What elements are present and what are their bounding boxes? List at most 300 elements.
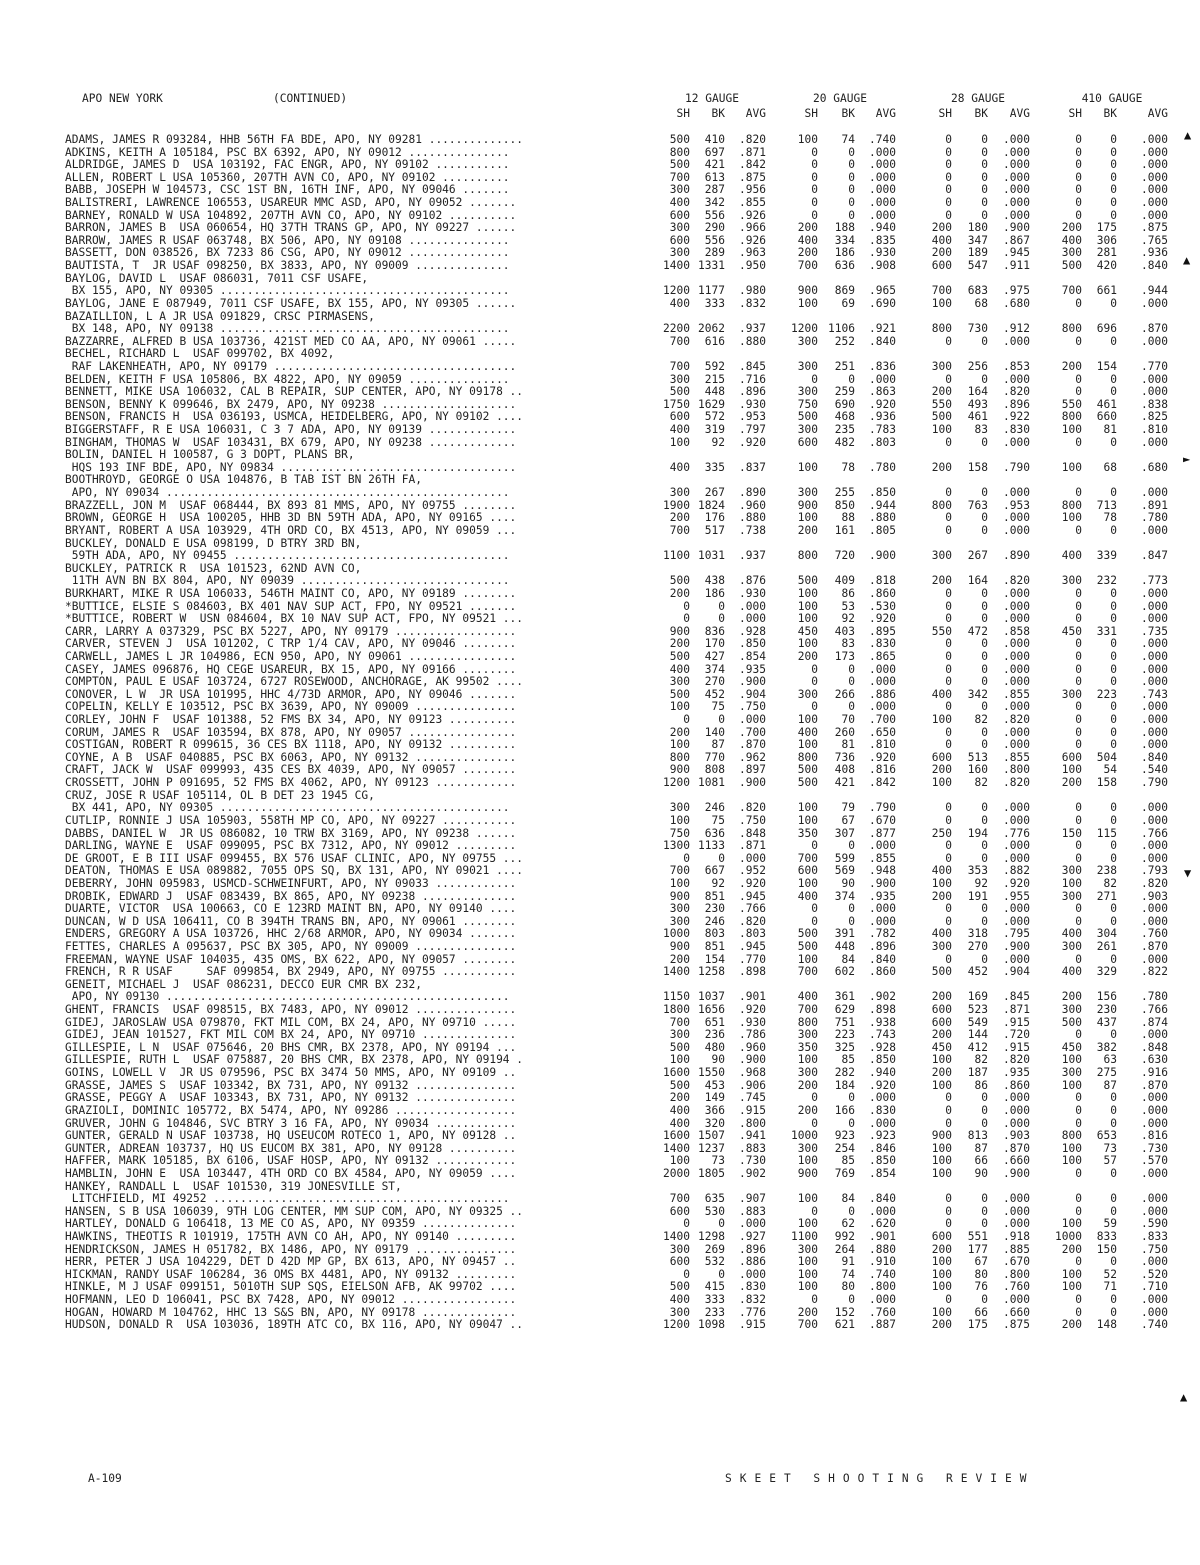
score-cell-sh: 0 bbox=[1075, 1305, 1082, 1319]
score-cell-sh: 0 bbox=[811, 839, 818, 853]
score-cell-bk: 66 bbox=[974, 1305, 988, 1319]
score-cell-bk: 0 bbox=[981, 649, 988, 663]
score-cell-sh: 500 bbox=[797, 927, 818, 941]
score-cell-avg: .948 bbox=[869, 864, 896, 878]
score-cells bbox=[655, 966, 1170, 979]
score-cell-sh: 100 bbox=[931, 1267, 952, 1281]
column-header-sh: SH bbox=[1068, 107, 1082, 120]
score-cell-sh: 0 bbox=[945, 1103, 952, 1117]
score-cell-sh: 0 bbox=[1075, 599, 1082, 613]
score-cells bbox=[655, 601, 1170, 614]
score-cell-avg: .000 bbox=[1141, 1028, 1168, 1042]
score-cell-avg: .000 bbox=[1141, 586, 1168, 600]
score-cell-avg: .000 bbox=[1003, 1116, 1030, 1130]
score-cell-avg: .770 bbox=[739, 952, 766, 966]
score-cell-sh: 400 bbox=[669, 1293, 690, 1307]
score-cell-avg: .820 bbox=[1003, 713, 1030, 727]
score-cell-sh: 1200 bbox=[663, 1318, 690, 1332]
score-cell-sh: 300 bbox=[669, 1305, 690, 1319]
score-cell-avg: .000 bbox=[1003, 813, 1030, 827]
score-cell-avg: .855 bbox=[1003, 687, 1030, 701]
score-cell-avg: .896 bbox=[739, 1242, 766, 1256]
score-cell-bk: 0 bbox=[981, 599, 988, 613]
score-cell-avg: .790 bbox=[869, 801, 896, 815]
score-cells bbox=[655, 575, 1170, 588]
score-cell-sh: 1400 bbox=[663, 965, 690, 979]
score-cell-sh: 200 bbox=[931, 1318, 952, 1332]
score-cell-avg: .735 bbox=[1141, 624, 1168, 638]
member-entry: ALLEN, ROBERT L USA 105360, 207TH AVN CO, APO, NY 09102 .......... bbox=[65, 171, 510, 184]
score-cell-avg: .955 bbox=[1003, 889, 1030, 903]
score-cell-bk: 0 bbox=[981, 902, 988, 916]
member-entry: BURKHART, MIKE R USA 106033, 546TH MAINT CO, APO, NY 09189 ........ bbox=[65, 587, 517, 600]
score-cell-sh: 200 bbox=[797, 649, 818, 663]
member-entry: DE GROOT, E B III USAF 099455, BX 576 USAF CLINIC, APO, NY 09755 ... bbox=[65, 852, 524, 865]
score-cell-sh: 800 bbox=[669, 750, 690, 764]
member-entry: HAMBLIN, JOHN E USA 103447, 4TH ORD CO BX 4584, APO, NY 09059 .... bbox=[65, 1167, 517, 1180]
score-cell-sh: 900 bbox=[669, 624, 690, 638]
column-header-sh: SH bbox=[804, 107, 818, 120]
score-cells bbox=[655, 954, 1170, 967]
score-cell-sh: 800 bbox=[931, 322, 952, 336]
score-cell-sh: 200 bbox=[797, 1305, 818, 1319]
score-cell-sh: 100 bbox=[931, 1078, 952, 1092]
score-cell-avg: .842 bbox=[869, 776, 896, 790]
score-cell-sh: 300 bbox=[797, 1141, 818, 1155]
score-cell-sh: 0 bbox=[1075, 183, 1082, 197]
score-cell-sh: 0 bbox=[811, 1204, 818, 1218]
score-cell-avg: .860 bbox=[869, 965, 896, 979]
score-cell-avg: .836 bbox=[869, 359, 896, 373]
member-listing bbox=[65, 134, 1170, 1332]
member-entry: DUARTE, VICTOR USA 100663, CO E 123RD MAINT BN, APO, NY 09140 .... bbox=[65, 903, 517, 916]
score-cell-sh: 100 bbox=[797, 713, 818, 727]
member-entry: COPELIN, KELLY E 103512, PSC BX 3639, APO, NY 09009 ............... bbox=[65, 701, 517, 714]
score-cell-sh: 0 bbox=[1075, 713, 1082, 727]
score-cells bbox=[655, 727, 1170, 740]
table-row bbox=[65, 1067, 1170, 1080]
member-entry: BENSON, FRANCIS H USA 036193, USMCA, HEIDELBERG, APO, NY 09102 .... bbox=[65, 411, 524, 424]
score-cells bbox=[655, 525, 1170, 538]
score-cell-avg: .000 bbox=[1141, 599, 1168, 613]
score-cell-bk: 270 bbox=[967, 940, 988, 953]
member-entry: ADAMS, JAMES R 093284, HHB 56TH FA BDE, APO, NY 09281 .............. bbox=[65, 134, 524, 146]
score-cell-avg: .000 bbox=[1141, 637, 1168, 651]
score-cells bbox=[655, 764, 1170, 777]
score-cell-avg: .000 bbox=[869, 372, 896, 386]
score-cell-sh: 1600 bbox=[663, 1066, 690, 1080]
score-cell-bk: 148 bbox=[1096, 1318, 1117, 1332]
member-entry: GILLESPIE, RUTH L USAF 075887, 20 BHS CMR, BX 2378, APO, NY 09194 . bbox=[65, 1054, 524, 1067]
score-cell-bk: 347 bbox=[967, 233, 988, 247]
table-row bbox=[65, 336, 1170, 349]
member-entry: CUTLIP, RONNIE J USA 105903, 558TH MP CO, APO, NY 09227 ........... bbox=[65, 814, 517, 827]
score-cell-bk: 331 bbox=[1096, 624, 1117, 638]
score-cells bbox=[655, 197, 1170, 210]
score-cell-bk: 850 bbox=[834, 498, 855, 512]
score-cell-avg: .818 bbox=[869, 574, 896, 588]
score-cell-sh: 0 bbox=[1075, 675, 1082, 689]
score-cells bbox=[655, 361, 1170, 374]
score-cell-bk: 599 bbox=[834, 851, 855, 865]
score-cell-sh: 100 bbox=[1061, 1078, 1082, 1092]
table-row bbox=[65, 651, 1170, 664]
score-cell-bk: 2062 bbox=[698, 322, 725, 336]
member-entry: CRUZ, JOSE R USAF 105114, OL B DET 23 1945 CG, bbox=[65, 789, 375, 802]
score-cells bbox=[655, 298, 1170, 311]
score-cell-avg: .937 bbox=[739, 549, 766, 563]
score-cell-avg: .000 bbox=[869, 196, 896, 210]
score-cell-sh: 700 bbox=[797, 851, 818, 865]
score-cell-sh: 200 bbox=[1061, 990, 1082, 1004]
score-cell-sh: 200 bbox=[931, 1066, 952, 1080]
score-cell-sh: 200 bbox=[669, 637, 690, 651]
score-cell-avg: .860 bbox=[1003, 1078, 1030, 1092]
table-row bbox=[65, 1004, 1170, 1017]
score-cell-sh: 0 bbox=[811, 158, 818, 172]
table-row bbox=[65, 676, 1170, 689]
score-cell-sh: 200 bbox=[797, 246, 818, 260]
score-cell-sh: 500 bbox=[797, 776, 818, 790]
score-cell-bk: 267 bbox=[704, 486, 725, 500]
score-cell-bk: 325 bbox=[834, 1040, 855, 1054]
score-cell-sh: 0 bbox=[945, 725, 952, 739]
score-cell-avg: .854 bbox=[869, 1166, 896, 1180]
score-cell-sh: 200 bbox=[931, 574, 952, 588]
score-cell-avg: .837 bbox=[739, 460, 766, 474]
score-cell-bk: 353 bbox=[967, 864, 988, 878]
score-cell-sh: 300 bbox=[1061, 574, 1082, 588]
table-row bbox=[65, 134, 1170, 147]
score-cell-avg: .000 bbox=[1003, 637, 1030, 651]
score-cell-avg: .670 bbox=[869, 813, 896, 827]
column-header-bk: BK bbox=[974, 107, 988, 120]
score-cell-bk: 532 bbox=[704, 1255, 725, 1269]
score-cell-sh: 700 bbox=[669, 864, 690, 878]
score-cell-avg: .870 bbox=[1141, 1078, 1168, 1092]
score-cell-bk: 0 bbox=[981, 851, 988, 865]
score-cell-bk: 0 bbox=[981, 145, 988, 159]
score-cell-bk: 0 bbox=[981, 952, 988, 966]
score-cells bbox=[655, 1244, 1170, 1257]
score-cell-bk: 720 bbox=[834, 549, 855, 563]
score-cell-avg: .874 bbox=[1141, 1015, 1168, 1029]
score-cell-sh: 100 bbox=[931, 423, 952, 437]
score-cell-avg: .000 bbox=[1003, 170, 1030, 184]
score-cell-bk: 415 bbox=[704, 1280, 725, 1294]
score-cells bbox=[655, 840, 1170, 853]
column-header-avg: AVG bbox=[1009, 107, 1030, 120]
score-cell-sh: 200 bbox=[797, 1103, 818, 1117]
score-cell-avg: .000 bbox=[1003, 1217, 1030, 1231]
score-cell-sh: 550 bbox=[931, 624, 952, 638]
score-cell-sh: 400 bbox=[1061, 927, 1082, 941]
score-cell-bk: 275 bbox=[1096, 1066, 1117, 1080]
score-cell-avg: .825 bbox=[1141, 410, 1168, 424]
score-cell-sh: 0 bbox=[945, 851, 952, 865]
table-row bbox=[65, 1256, 1170, 1269]
score-cells bbox=[655, 853, 1170, 866]
score-cell-sh: 300 bbox=[669, 221, 690, 235]
score-cell-bk: 517 bbox=[704, 523, 725, 537]
score-cells bbox=[655, 1256, 1170, 1269]
score-cell-bk: 547 bbox=[967, 259, 988, 273]
score-cell-avg: .901 bbox=[869, 1230, 896, 1244]
score-cell-sh: 500 bbox=[669, 1280, 690, 1294]
score-cell-sh: 100 bbox=[931, 1053, 952, 1067]
member-entry: ENDERS, GREGORY A USA 103726, HHC 2/68 ARMOR, APO, NY 09034 ....... bbox=[65, 928, 517, 941]
member-entry: HAWKINS, THEOTIS R 101919, 175TH AVN CO AH, APO, NY 09140 ......... bbox=[65, 1231, 517, 1244]
score-cell-avg: .941 bbox=[739, 1129, 766, 1143]
score-cell-bk: 80 bbox=[974, 1267, 988, 1281]
region-heading: APO NEW YORK bbox=[82, 92, 163, 105]
score-cell-sh: 100 bbox=[931, 776, 952, 790]
table-row bbox=[65, 159, 1170, 172]
score-cell-avg: .953 bbox=[739, 410, 766, 424]
score-cell-bk: 0 bbox=[1110, 435, 1117, 449]
score-cell-sh: 300 bbox=[931, 549, 952, 563]
score-cell-bk: 0 bbox=[981, 511, 988, 525]
score-cell-bk: 0 bbox=[1110, 612, 1117, 626]
score-cell-avg: .000 bbox=[1141, 1204, 1168, 1218]
score-cell-bk: 85 bbox=[841, 1053, 855, 1067]
score-cell-sh: 700 bbox=[669, 359, 690, 373]
score-cell-bk: 0 bbox=[848, 183, 855, 197]
score-cell-sh: 100 bbox=[669, 700, 690, 714]
score-cell-bk: 667 bbox=[704, 864, 725, 878]
score-cell-bk: 0 bbox=[1110, 713, 1117, 727]
score-cell-avg: .928 bbox=[739, 624, 766, 638]
member-entry: BALISTRERI, LAWRENCE 106553, USAREUR MMC ASD, APO, NY 09052 ....... bbox=[65, 197, 517, 210]
score-cell-sh: 0 bbox=[1075, 952, 1082, 966]
score-cells bbox=[655, 1294, 1170, 1307]
score-cell-sh: 0 bbox=[1075, 196, 1082, 210]
score-cell-sh: 0 bbox=[945, 1293, 952, 1307]
score-cell-sh: 300 bbox=[669, 1242, 690, 1256]
score-cell-bk: 307 bbox=[834, 826, 855, 840]
score-cell-avg: .840 bbox=[1141, 259, 1168, 273]
score-cell-bk: 421 bbox=[834, 776, 855, 790]
score-cell-bk: 230 bbox=[1096, 1003, 1117, 1017]
score-cells bbox=[655, 184, 1170, 197]
score-cell-sh: 100 bbox=[931, 1154, 952, 1168]
score-cell-avg: .883 bbox=[739, 1141, 766, 1155]
score-cell-avg: .800 bbox=[1003, 763, 1030, 777]
score-cell-avg: .000 bbox=[1141, 902, 1168, 916]
score-cell-avg: .930 bbox=[739, 1015, 766, 1029]
score-cell-avg: .906 bbox=[739, 1078, 766, 1092]
score-cell-sh: 200 bbox=[669, 952, 690, 966]
score-cell-avg: .780 bbox=[1141, 990, 1168, 1004]
table-row bbox=[65, 323, 1170, 336]
score-cell-avg: .920 bbox=[739, 1003, 766, 1017]
score-cell-sh: 0 bbox=[1075, 1255, 1082, 1269]
score-cell-avg: .000 bbox=[1003, 334, 1030, 348]
member-entry: HERR, PETER J USA 104229, DET D 42D MP GP, BX 613, APO, NY 09457 .. bbox=[65, 1256, 517, 1269]
score-cell-bk: 770 bbox=[704, 750, 725, 764]
score-cell-bk: 267 bbox=[967, 549, 988, 563]
score-cell-sh: 0 bbox=[683, 713, 690, 727]
score-cell-avg: .000 bbox=[1141, 851, 1168, 865]
member-entry: DROBIK, EDWARD J USAF 083439, BX 865, APO, NY 09238 .............. bbox=[65, 890, 517, 903]
score-cell-sh: 0 bbox=[945, 435, 952, 449]
score-cell-sh: 0 bbox=[945, 801, 952, 815]
score-cell-sh: 500 bbox=[669, 649, 690, 663]
score-cell-sh: 200 bbox=[1061, 1242, 1082, 1256]
score-cell-avg: .935 bbox=[869, 889, 896, 903]
score-cell-bk: 461 bbox=[967, 410, 988, 424]
score-cell-sh: 0 bbox=[1075, 902, 1082, 916]
score-cell-sh: 300 bbox=[1061, 940, 1082, 953]
score-cell-bk: 333 bbox=[704, 296, 725, 310]
score-cell-bk: 187 bbox=[967, 1066, 988, 1080]
score-cell-sh: 200 bbox=[931, 763, 952, 777]
score-cell-sh: 100 bbox=[797, 952, 818, 966]
score-cell-bk: 319 bbox=[704, 423, 725, 437]
score-cell-avg: .000 bbox=[1141, 1116, 1168, 1130]
score-cell-bk: 82 bbox=[974, 1053, 988, 1067]
score-cell-sh: 1100 bbox=[663, 549, 690, 563]
score-cell-bk: 549 bbox=[967, 1015, 988, 1029]
gauge-28-heading: 28 GAUGE bbox=[951, 92, 1005, 105]
score-cell-avg: .956 bbox=[739, 183, 766, 197]
score-cell-avg: .870 bbox=[1003, 1141, 1030, 1155]
member-entry: APO, NY 09130 ................................................... bbox=[65, 991, 510, 1004]
score-cell-bk: 0 bbox=[848, 145, 855, 159]
margin-mark: ► bbox=[1183, 452, 1191, 466]
table-row bbox=[65, 777, 1170, 790]
score-cell-sh: 100 bbox=[797, 586, 818, 600]
score-cell-sh: 0 bbox=[1075, 385, 1082, 399]
score-cell-bk: 304 bbox=[1096, 927, 1117, 941]
score-cell-bk: 438 bbox=[704, 574, 725, 588]
score-cell-avg: .760 bbox=[869, 1305, 896, 1319]
score-cell-sh: 0 bbox=[683, 599, 690, 613]
score-cell-bk: 90 bbox=[841, 876, 855, 890]
score-cells bbox=[655, 689, 1170, 702]
score-cell-avg: .000 bbox=[1003, 523, 1030, 537]
score-cell-avg: .858 bbox=[1003, 624, 1030, 638]
score-cell-bk: 73 bbox=[711, 1154, 725, 1168]
score-cell-sh: 0 bbox=[1075, 1293, 1082, 1307]
score-cells bbox=[655, 1130, 1170, 1143]
score-cell-sh: 100 bbox=[797, 637, 818, 651]
score-cell-avg: .810 bbox=[1141, 423, 1168, 437]
score-cell-bk: 154 bbox=[1096, 359, 1117, 373]
score-cells bbox=[655, 828, 1170, 841]
score-cell-bk: 170 bbox=[704, 637, 725, 651]
score-cell-bk: 342 bbox=[967, 687, 988, 701]
score-cell-sh: 300 bbox=[1061, 889, 1082, 903]
member-entry: GHENT, FRANCIS USAF 098515, BX 7483, APO, NY 09012 ............... bbox=[65, 1004, 517, 1017]
score-cell-sh: 100 bbox=[931, 1280, 952, 1294]
score-cell-sh: 0 bbox=[945, 372, 952, 386]
score-cell-sh: 1400 bbox=[663, 259, 690, 273]
score-cell-sh: 400 bbox=[797, 725, 818, 739]
score-cells bbox=[655, 222, 1170, 235]
score-cell-bk: 71 bbox=[1103, 1280, 1117, 1294]
score-cell-sh: 300 bbox=[669, 914, 690, 928]
score-cells bbox=[655, 664, 1170, 677]
score-cell-bk: 0 bbox=[981, 334, 988, 348]
score-cell-avg: .846 bbox=[869, 1141, 896, 1155]
score-cell-avg: .840 bbox=[1141, 750, 1168, 764]
score-cell-sh: 200 bbox=[797, 221, 818, 235]
score-cells bbox=[655, 374, 1170, 387]
score-cell-sh: 450 bbox=[1061, 624, 1082, 638]
score-cell-avg: .871 bbox=[1003, 1003, 1030, 1017]
score-cell-sh: 100 bbox=[1061, 511, 1082, 525]
score-cell-sh: 0 bbox=[683, 612, 690, 626]
score-cell-bk: 0 bbox=[718, 599, 725, 613]
score-cell-sh: 500 bbox=[931, 965, 952, 979]
score-cell-bk: 215 bbox=[704, 372, 725, 386]
score-cell-avg: .000 bbox=[739, 1267, 766, 1281]
column-header-bk: BK bbox=[711, 107, 725, 120]
score-cell-bk: 255 bbox=[834, 486, 855, 500]
score-cell-avg: .820 bbox=[1003, 1053, 1030, 1067]
score-cell-bk: 0 bbox=[718, 851, 725, 865]
score-cell-sh: 200 bbox=[931, 889, 952, 903]
score-cell-avg: .920 bbox=[869, 1078, 896, 1092]
score-cell-sh: 0 bbox=[945, 170, 952, 184]
score-cells bbox=[655, 1143, 1170, 1156]
member-entry: BAZAILLION, L A JR USA 091829, CRSC PIRMASENS, bbox=[65, 310, 375, 323]
score-cell-sh: 500 bbox=[1061, 259, 1082, 273]
score-cell-avg: .962 bbox=[739, 750, 766, 764]
score-cell-sh: 450 bbox=[1061, 1040, 1082, 1054]
score-cell-avg: .975 bbox=[1003, 284, 1030, 298]
score-cell-avg: .000 bbox=[1003, 435, 1030, 449]
score-cell-bk: 713 bbox=[1096, 498, 1117, 512]
score-cell-avg: .000 bbox=[1141, 914, 1168, 928]
score-cell-avg: .000 bbox=[1141, 296, 1168, 310]
score-cell-avg: .000 bbox=[1141, 208, 1168, 222]
score-cell-sh: 400 bbox=[1061, 233, 1082, 247]
member-entry: BECHEL, RICHARD L USAF 099702, BX 4092, bbox=[65, 348, 335, 361]
score-cell-bk: 551 bbox=[967, 1230, 988, 1244]
score-cell-bk: 251 bbox=[834, 359, 855, 373]
score-cell-sh: 600 bbox=[669, 208, 690, 222]
score-cell-sh: 0 bbox=[811, 372, 818, 386]
member-entry: HICKMAN, RANDY USAF 106284, 36 OMS BX 4481, APO, NY 09132 ......... bbox=[65, 1268, 517, 1281]
score-cell-sh: 0 bbox=[945, 208, 952, 222]
score-cell-sh: 0 bbox=[1075, 1091, 1082, 1105]
score-cell-bk: 269 bbox=[704, 1242, 725, 1256]
score-cells bbox=[655, 891, 1170, 904]
score-cell-bk: 0 bbox=[1110, 1255, 1117, 1269]
score-cell-sh: 600 bbox=[669, 1255, 690, 1269]
score-cell-sh: 700 bbox=[669, 170, 690, 184]
score-cells bbox=[655, 1168, 1170, 1181]
score-cell-avg: .920 bbox=[869, 750, 896, 764]
score-cells bbox=[655, 1231, 1170, 1244]
score-cell-sh: 1300 bbox=[663, 839, 690, 853]
score-cell-avg: .882 bbox=[1003, 864, 1030, 878]
score-cell-sh: 100 bbox=[1061, 1267, 1082, 1281]
member-entry: GRAZIOLI, DOMINIC 105772, BX 5474, APO, NY 09286 .................. bbox=[65, 1104, 517, 1117]
score-cell-sh: 100 bbox=[669, 1154, 690, 1168]
score-cell-avg: .903 bbox=[1003, 1129, 1030, 1143]
score-cell-avg: .900 bbox=[739, 675, 766, 689]
score-cell-bk: 361 bbox=[834, 990, 855, 1004]
score-cell-avg: .000 bbox=[1141, 486, 1168, 500]
score-cell-sh: 700 bbox=[797, 965, 818, 979]
publication-title: SKEET SHOOTING REVIEW bbox=[725, 1472, 1035, 1485]
score-cell-sh: 0 bbox=[945, 1116, 952, 1130]
score-cell-bk: 233 bbox=[704, 1305, 725, 1319]
score-cell-avg: .928 bbox=[869, 1040, 896, 1054]
